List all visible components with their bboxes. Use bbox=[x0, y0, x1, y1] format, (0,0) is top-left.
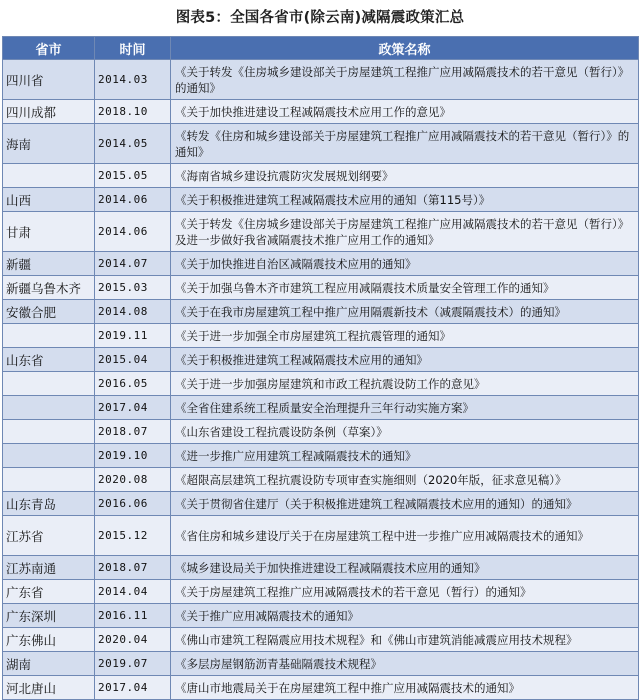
table-row bbox=[3, 420, 639, 444]
time-cell: 2018.07 bbox=[95, 556, 171, 580]
time-cell: 2014.08 bbox=[95, 300, 171, 324]
table-row bbox=[3, 676, 639, 700]
time-cell: 2014.06 bbox=[95, 188, 171, 212]
header-province: 省市 bbox=[3, 37, 95, 60]
time-cell: 2019.11 bbox=[95, 324, 171, 348]
province-cell bbox=[3, 468, 95, 492]
time-cell: 2020.04 bbox=[95, 628, 171, 652]
policy-cell: 《唐山市地震局关于在房屋建筑工程中推广应用减隔震技术的通知》 bbox=[171, 676, 639, 700]
time-cell: 2014.07 bbox=[95, 252, 171, 276]
policy-table bbox=[2, 36, 639, 700]
time-cell: 2016.11 bbox=[95, 604, 171, 628]
province-cell: 山东青岛 bbox=[3, 492, 95, 516]
policy-cell: 《关于房屋建筑工程推广应用减隔震技术的若干意见（暂行）的通知》 bbox=[171, 580, 639, 604]
table-row bbox=[3, 324, 639, 348]
province-cell: 安徽合肥 bbox=[3, 300, 95, 324]
province-cell bbox=[3, 372, 95, 396]
table-row bbox=[3, 396, 639, 420]
province-cell bbox=[3, 396, 95, 420]
province-cell: 山东省 bbox=[3, 348, 95, 372]
policy-cell: 《山东省建设工程抗震设防条例（草案）》 bbox=[171, 420, 639, 444]
policy-cell: 《多层房屋钢筋沥青基础隔震技术规程》 bbox=[171, 652, 639, 676]
policy-cell: 《进一步推广应用建筑工程减隔震技术的通知》 bbox=[171, 444, 639, 468]
table-row bbox=[3, 60, 639, 100]
province-cell: 湖南 bbox=[3, 652, 95, 676]
province-cell bbox=[3, 324, 95, 348]
policy-cell: 《关于加快推进自治区减隔震技术应用的通知》 bbox=[171, 252, 639, 276]
province-cell: 广东省 bbox=[3, 580, 95, 604]
time-cell: 2017.04 bbox=[95, 676, 171, 700]
table-row bbox=[3, 188, 639, 212]
table-row bbox=[3, 444, 639, 468]
table-row bbox=[3, 516, 639, 556]
header-policy: 政策名称 bbox=[171, 37, 639, 60]
province-cell: 海南 bbox=[3, 124, 95, 164]
policy-cell: 《转发《住房和城乡建设部关于房屋建筑工程推广应用减隔震技术的若干意见（暂行）》的通知》 bbox=[171, 124, 639, 164]
time-cell: 2020.08 bbox=[95, 468, 171, 492]
time-cell: 2015.05 bbox=[95, 164, 171, 188]
province-cell: 新疆乌鲁木齐 bbox=[3, 276, 95, 300]
table-row bbox=[3, 556, 639, 580]
chart-title: 图表5：全国各省市(除云南)减隔震政策汇总 bbox=[175, 10, 465, 26]
policy-cell: 《省住房和城乡建设厅关于在房屋建筑工程中进一步推广应用减隔震技术的通知》 bbox=[171, 516, 639, 556]
policy-cell: 《海南省城乡建设抗震防灾发展规划纲要》 bbox=[171, 164, 639, 188]
province-cell: 甘肃 bbox=[3, 212, 95, 252]
policy-cell: 《关于转发《住房城乡建设部关于房屋建筑工程推广应用减隔震技术的若干意见（暂行）》的通知》 bbox=[171, 60, 639, 100]
table-row bbox=[3, 348, 639, 372]
table-row bbox=[3, 492, 639, 516]
policy-cell: 《关于转发《住房城乡建设部关于房屋建筑工程推广应用减隔震技术的若干意见（暂行）》及进一步做好我省减隔震技术推广应用工作的通知》 bbox=[171, 212, 639, 252]
time-cell: 2018.07 bbox=[95, 420, 171, 444]
policy-cell: 《超限高层建筑工程抗震设防专项审查实施细则（2020年版，征求意见稿）》 bbox=[171, 468, 639, 492]
policy-cell: 《全省住建系统工程质量安全治理提升三年行动实施方案》 bbox=[171, 396, 639, 420]
policy-cell: 《关于积极推进建筑工程减隔震技术应用的通知》 bbox=[171, 348, 639, 372]
table-row bbox=[3, 372, 639, 396]
table-body bbox=[3, 60, 639, 700]
table-row bbox=[3, 604, 639, 628]
policy-cell: 《关于加快推进建设工程减隔震技术应用工作的意见》 bbox=[171, 100, 639, 124]
time-cell: 2015.12 bbox=[95, 516, 171, 556]
policy-cell: 《关于加强乌鲁木齐市建筑工程应用减隔震技术质量安全管理工作的通知》 bbox=[171, 276, 639, 300]
time-cell: 2016.05 bbox=[95, 372, 171, 396]
table-row bbox=[3, 468, 639, 492]
table-row bbox=[3, 628, 639, 652]
table-row bbox=[3, 276, 639, 300]
province-cell: 四川成都 bbox=[3, 100, 95, 124]
time-cell: 2015.03 bbox=[95, 276, 171, 300]
time-cell: 2019.07 bbox=[95, 652, 171, 676]
province-cell bbox=[3, 420, 95, 444]
policy-cell: 《关于在我市房屋建筑工程中推广应用隔震新技术（减震隔震技术）的通知》 bbox=[171, 300, 639, 324]
time-cell: 2014.03 bbox=[95, 60, 171, 100]
time-cell: 2014.05 bbox=[95, 124, 171, 164]
policy-cell: 《城乡建设局关于加快推进建设工程减隔震技术应用的通知》 bbox=[171, 556, 639, 580]
table-row bbox=[3, 252, 639, 276]
time-cell: 2014.06 bbox=[95, 212, 171, 252]
header-row bbox=[3, 37, 639, 60]
table-row bbox=[3, 652, 639, 676]
province-cell: 河北唐山 bbox=[3, 676, 95, 700]
policy-cell: 《关于进一步加强全市房屋建筑工程抗震管理的通知》 bbox=[171, 324, 639, 348]
province-cell: 江苏南通 bbox=[3, 556, 95, 580]
province-cell bbox=[3, 164, 95, 188]
header-time: 时间 bbox=[95, 37, 171, 60]
time-cell: 2016.06 bbox=[95, 492, 171, 516]
policy-cell: 《佛山市建筑工程隔震应用技术规程》和《佛山市建筑消能减震应用技术规程》 bbox=[171, 628, 639, 652]
table-row bbox=[3, 100, 639, 124]
province-cell: 新疆 bbox=[3, 252, 95, 276]
province-cell: 江苏省 bbox=[3, 516, 95, 556]
time-cell: 2015.04 bbox=[95, 348, 171, 372]
province-cell: 广东佛山 bbox=[3, 628, 95, 652]
time-cell: 2017.04 bbox=[95, 396, 171, 420]
policy-cell: 《关于贯彻省住建厅（关于积极推进建筑工程减隔震技术应用的通知）的通知》 bbox=[171, 492, 639, 516]
policy-cell: 《关于推广应用减隔震技术的通知》 bbox=[171, 604, 639, 628]
province-cell: 山西 bbox=[3, 188, 95, 212]
province-cell: 四川省 bbox=[3, 60, 95, 100]
table-row bbox=[3, 580, 639, 604]
policy-cell: 《关于进一步加强房屋建筑和市政工程抗震设防工作的意见》 bbox=[171, 372, 639, 396]
province-cell bbox=[3, 444, 95, 468]
province-cell: 广东深圳 bbox=[3, 604, 95, 628]
table-row bbox=[3, 164, 639, 188]
table-row bbox=[3, 300, 639, 324]
time-cell: 2018.10 bbox=[95, 100, 171, 124]
table-row bbox=[3, 212, 639, 252]
table-row bbox=[3, 124, 639, 164]
time-cell: 2019.10 bbox=[95, 444, 171, 468]
policy-cell: 《关于积极推进建筑工程减隔震技术应用的通知（第115号）》 bbox=[171, 188, 639, 212]
time-cell: 2014.04 bbox=[95, 580, 171, 604]
